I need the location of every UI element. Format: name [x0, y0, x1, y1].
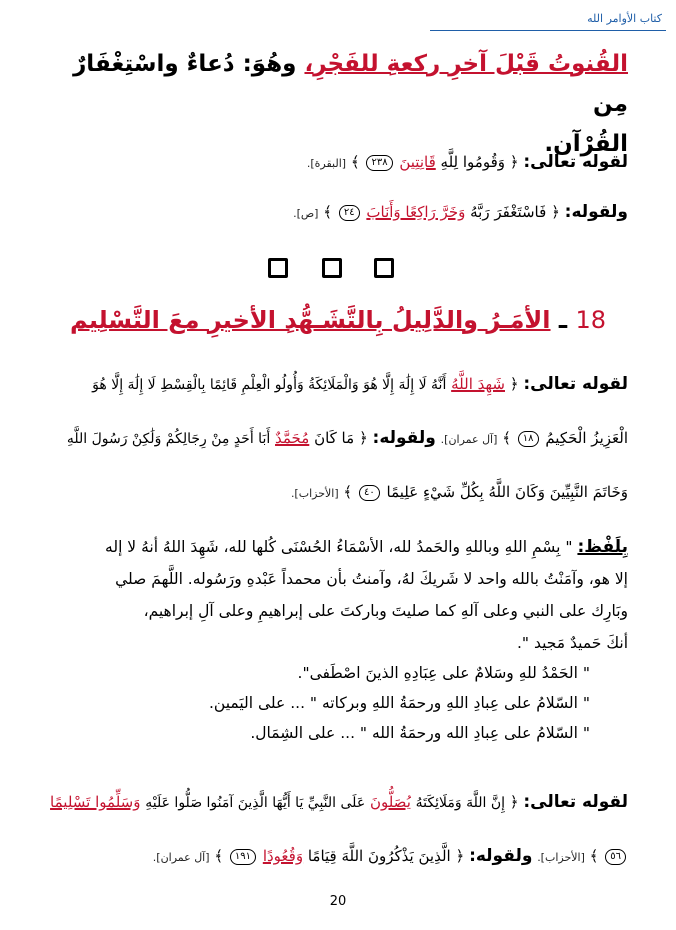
verse-close: ﴾ [589, 847, 599, 865]
section-dash: ـ [558, 306, 568, 334]
verse-highlight: وَقُعُودًا [262, 847, 304, 865]
formula-line-3: وبَارِك على النبي وعلى آلهِ كما صليتَ وباركتَ على إبراهيمِ وعلى آلِ إبراهيم، [143, 602, 628, 620]
verse-reference: [ص]. [293, 207, 319, 220]
verse-highlight: شَهِدَ اللَّهُ [451, 375, 505, 393]
page-number: 20 [329, 894, 347, 909]
formula-label: بِلَفْظ: [577, 537, 628, 557]
verse-close: ﴾ [343, 483, 353, 501]
header-brand: كتاب الأوامر الله [587, 12, 662, 25]
verse-text: عَلَى النَّبِيِّ يَا أَيُّهَا الَّذِينَ آمَنُوا صَلُّوا عَلَيْهِ [145, 795, 366, 811]
formula-line-2: إلا هو، وآمَنْتُ بالله واحد لا شَريكَ لهُ، وآمنتُ بأن محمداً عَبْدهِ ورَسُوله. اللَّهمَ صلي [115, 570, 628, 588]
verse-text: وَخَاتَمَ النَّبِيِّينَ وَكَانَ اللَّهُ بِكُلِّ شَيْءٍ عَلِيمًا [386, 483, 628, 501]
formula-line-1 [28, 532, 628, 562]
formula-sub-line-3: " السّلامُ على عِبادِ الله ورحمَةُ الله " ... على الشِمَال. [250, 724, 590, 742]
verse-close: ﴾ [350, 153, 360, 171]
verse-label: لقوله تعالى: [523, 374, 628, 394]
checkbox-glyph-icon [268, 258, 288, 278]
verse-number: ١٩١ [230, 849, 256, 865]
verse-line-khatam [28, 478, 628, 508]
verse-open: ﴿ [509, 793, 519, 811]
verse-label: ولقوله: [372, 428, 436, 448]
verse-text: أَنَّهُ لَا إِلَٰهَ إِلَّا هُوَ وَالْمَلَائِكَةُ وَأُولُو الْعِلْمِ قَائِمًا بِالْقِسْطِ لَا إِلَٰهَ إِلَّا هُوَ [92, 377, 447, 393]
header-rule [430, 30, 666, 31]
checkbox-glyph-icon [374, 258, 394, 278]
verse-label: لقوله تعالى: [523, 152, 628, 172]
verse-text: فَاسْتَغْفَرَ رَبَّهُ [470, 203, 547, 221]
verse-open: ﴿ [509, 375, 519, 393]
separator-boxes [268, 258, 394, 278]
verse-number: ٤٠ [359, 485, 380, 501]
verse-number: ٢٤ [339, 205, 360, 221]
section-title-text: الأمَـرُ والدَّلِيلُ بِالتَّشَـهُّدِ الأخيرِ معَ التَّسْلِيم [70, 306, 551, 334]
verse-text: الْعَزِيزُ الْحَكِيمُ [545, 429, 628, 447]
verse-text: الَّذِينَ يَذْكُرُونَ اللَّهَ قِيَامًا [307, 847, 451, 865]
verse-line-muhammad [28, 424, 628, 454]
section-title-black: وهُوَ: دُعاءٌ واسْتِغْفَارٌ مِن [73, 51, 628, 117]
verse-line-salat [28, 788, 628, 817]
verse-number: ١٨ [518, 431, 539, 447]
verse-text: أَبَا أَحَدٍ مِنْ رِجَالِكُمْ وَلَٰكِنْ رَسُولَ اللَّهِ [66, 431, 271, 447]
verse-label: ولقوله: [564, 202, 628, 222]
verse-reference: [البقرة]. [306, 157, 347, 170]
verse-reference: [الأحزاب]. [537, 851, 585, 864]
section-title-cont: القُرْآن. [544, 131, 628, 157]
verse-line-istighfar [28, 198, 628, 228]
formula-text: " بِسْمِ اللهِ وباللهِ والحَمدُ لله، الأسْمَاءُ الحُسْنَى كُلها لله، شَهِدَ اللهُ أنهُ لا إله [105, 538, 573, 556]
verse-highlight: وَخَرَّ رَاكِعًا وَأَنَابَ [366, 203, 466, 221]
verse-label: ولقوله: [469, 846, 533, 866]
formula-line-4: أنكَ حَميدٌ مَجيد ". [517, 634, 628, 652]
verse-label: لقوله تعالى: [523, 792, 628, 812]
verse-highlight: وَسَلِّمُوا تَسْلِيمًا [50, 793, 141, 811]
checkbox-glyph-icon [322, 258, 342, 278]
formula-sub-line-2: " السّلامُ على عِبادِ اللهِ ورحمَةُ اللهِ وبركاته " ... على اليَمين. [209, 694, 590, 712]
verse-highlight: مُحَمَّدٌ [275, 429, 310, 447]
verse-open: ﴿ [455, 847, 465, 865]
section-title-qunut [38, 44, 628, 164]
verse-open: ﴿ [509, 153, 519, 171]
verse-line-shahida [28, 370, 628, 399]
verse-number: ٥٦ [605, 849, 626, 865]
verse-close: ﴾ [323, 203, 333, 221]
verse-line-qunut [28, 148, 628, 178]
section-title-red: القُنوتُ قَبْلَ آخرِ ركعةِ للفَجْرِ، [304, 51, 628, 77]
verse-reference: [الأحزاب]. [290, 487, 339, 500]
verse-reference: [آل عمران]. [440, 433, 498, 446]
verse-highlight: قَانِتِينَ [399, 153, 436, 171]
verse-number: ٢٣٨ [366, 155, 392, 171]
verse-open: ﴿ [358, 429, 368, 447]
formula-sub-line-1: " الحَمْدُ للهِ وسَلامٌ على عِبَادِهِ الذينَ اصْطَفى". [297, 664, 590, 682]
verse-text: وَقُومُوا لِلَّهِ [440, 153, 505, 171]
section-title-tashahhud [66, 298, 606, 342]
verse-highlight: يُصَلُّونَ [369, 793, 411, 811]
verse-open: ﴿ [551, 203, 560, 221]
section-number: 18 [575, 306, 606, 334]
verse-reference: [آل عمران]. [152, 851, 210, 864]
verse-line-qiyam [28, 842, 628, 872]
verse-close: ﴾ [214, 847, 224, 865]
verse-text: مَا كَانَ [314, 429, 355, 447]
verse-text: إِنَّ اللَّهَ وَمَلَائِكَتَهُ [415, 795, 505, 811]
verse-close: ﴾ [502, 429, 511, 447]
